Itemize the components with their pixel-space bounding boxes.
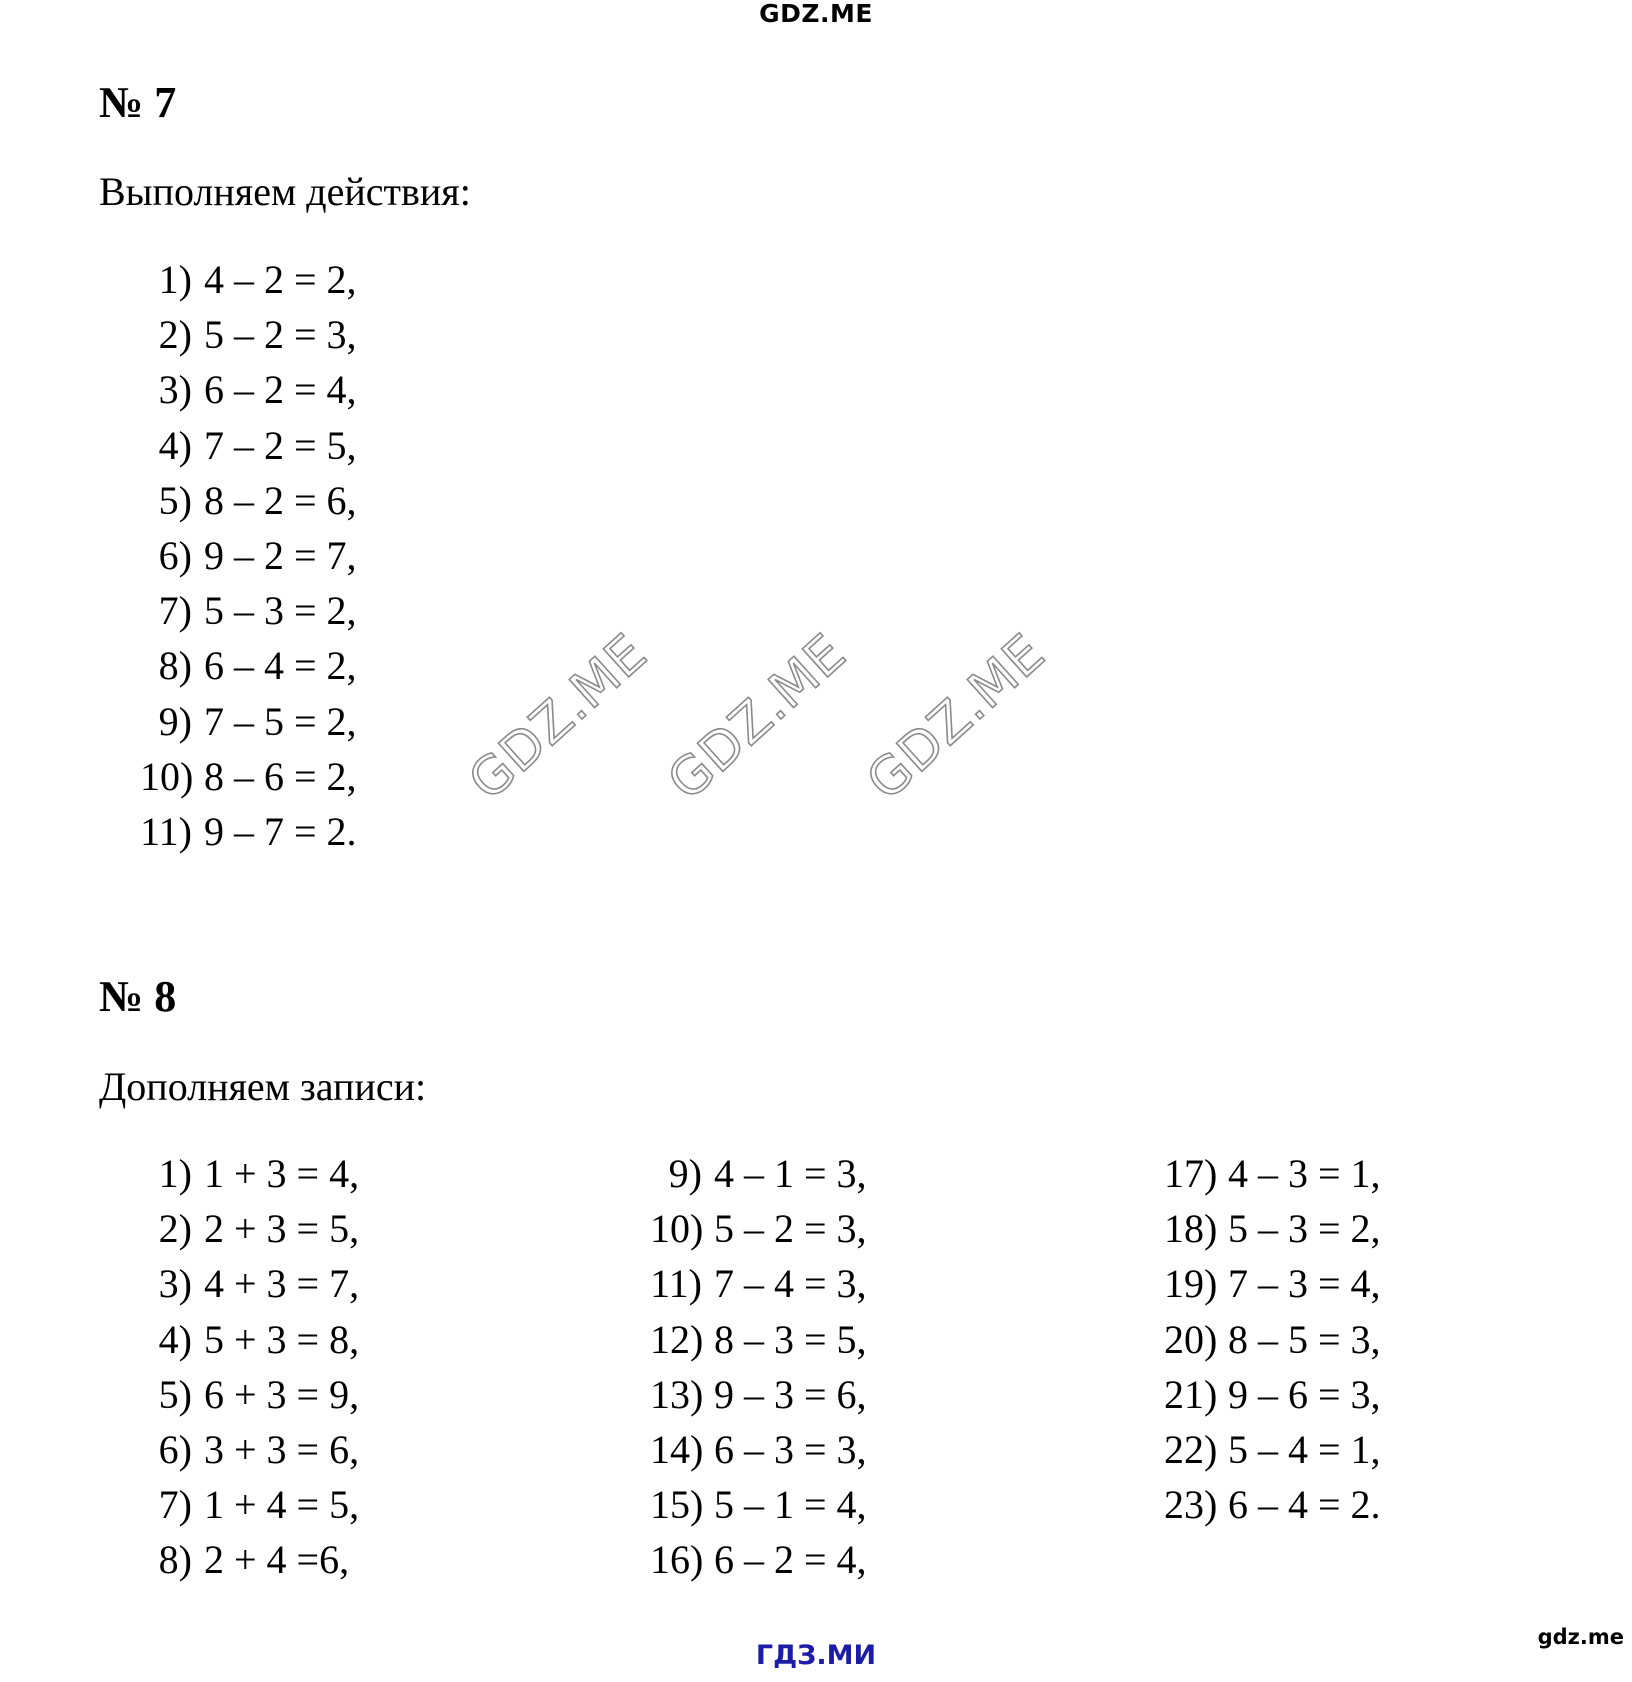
equation-text: 9 – 6 = 3,: [1228, 1371, 1381, 1417]
equation-text: 8 – 3 = 5,: [714, 1316, 867, 1362]
equation-number: 9): [668, 1151, 702, 1196]
equation-text: 7 – 5 = 2,: [204, 698, 357, 744]
equation-row: [1164, 1201, 1381, 1256]
equation-text: 6 – 3 = 3,: [714, 1426, 867, 1472]
footer-site-name: ГДЗ.МИ: [755, 1640, 877, 1671]
watermark-text: GDZ.ME: [855, 622, 1057, 812]
equation-text: 4 + 3 = 7,: [204, 1261, 360, 1307]
equation-number: 4): [158, 422, 192, 468]
equation-row: [1164, 1477, 1381, 1532]
watermark-text: GDZ.ME: [656, 622, 858, 812]
equation-text: 5 – 3 = 2,: [1228, 1206, 1381, 1252]
equation-row: [140, 362, 357, 417]
equation-row: [140, 528, 357, 583]
equation-text: 7 – 4 = 3,: [714, 1261, 867, 1307]
equation-text: 6 – 4 = 2.: [1228, 1482, 1381, 1528]
equation-text: 9 – 3 = 6,: [714, 1371, 867, 1417]
equation-number: 8): [158, 643, 192, 689]
equation-row: [140, 749, 357, 804]
equation-row: [140, 1201, 359, 1256]
equation-number: 11): [140, 808, 192, 854]
equation-number: 15): [650, 1482, 704, 1528]
equation-number: 4): [158, 1316, 192, 1362]
equation-number: 5): [158, 1371, 192, 1417]
equation-row: [650, 1312, 867, 1367]
equation-row: [140, 307, 357, 362]
equation-number: 23): [1164, 1482, 1218, 1528]
equation-row: [650, 1422, 867, 1477]
equation-number: 1): [158, 1151, 192, 1196]
equation-row: [140, 1532, 359, 1587]
equation-row: [1164, 1256, 1381, 1311]
equation-row: [140, 1312, 359, 1367]
equation-text: 4 – 3 = 1,: [1228, 1151, 1381, 1196]
equation-number: 13): [650, 1371, 704, 1417]
equation-row: [140, 1477, 359, 1532]
equation-number: 6): [158, 532, 192, 578]
equation-row: [140, 804, 357, 859]
equation-text: 1 + 4 = 5,: [204, 1482, 360, 1528]
equation-text: 9 – 7 = 2.: [204, 808, 357, 854]
equation-text: 1 + 3 = 4,: [204, 1151, 360, 1196]
equation-number: 9): [158, 698, 192, 744]
equation-row: [1164, 1146, 1381, 1201]
equation-text: 4 – 1 = 3,: [714, 1151, 867, 1196]
equation-row: [650, 1256, 867, 1311]
equation-text: 5 – 3 = 2,: [204, 588, 357, 634]
equation-number: 1): [158, 257, 192, 302]
equation-number: 22): [1164, 1426, 1218, 1472]
equation-text: 5 – 2 = 3,: [714, 1206, 867, 1252]
equation-text: 4 – 2 = 2,: [204, 257, 357, 302]
task-8-column-3: [1164, 1146, 1381, 1532]
watermark-text: GDZ.ME: [457, 622, 659, 812]
equation-row: [140, 638, 357, 693]
equation-row: [650, 1146, 867, 1201]
equation-row: [140, 694, 357, 749]
equation-text: 2 + 3 = 5,: [204, 1206, 360, 1252]
equation-number: 3): [158, 1261, 192, 1307]
corner-site-mark: gdz.me: [1537, 1625, 1624, 1649]
equation-number: 17): [1164, 1151, 1218, 1196]
equation-number: 7): [158, 1482, 192, 1528]
equation-text: 5 + 3 = 8,: [204, 1316, 360, 1362]
equation-number: 18): [1164, 1206, 1218, 1252]
equation-text: 6 – 2 = 4,: [204, 367, 357, 413]
equation-text: 5 – 4 = 1,: [1228, 1426, 1381, 1472]
equation-text: 6 – 4 = 2,: [204, 643, 357, 689]
equation-text: 6 – 2 = 4,: [714, 1537, 867, 1583]
equation-row: [1164, 1367, 1381, 1422]
equation-row: [650, 1201, 867, 1256]
equation-number: 12): [650, 1316, 704, 1362]
equation-text: 9 – 2 = 7,: [204, 532, 357, 578]
equation-text: 6 + 3 = 9,: [204, 1371, 360, 1417]
equation-number: 21): [1164, 1371, 1218, 1417]
task-7-instruction: Выполняем действия:: [99, 169, 471, 214]
equation-row: [140, 1146, 359, 1201]
equation-row: [650, 1367, 867, 1422]
equation-number: 6): [158, 1426, 192, 1472]
equation-row: [140, 1256, 359, 1311]
equation-text: 8 – 5 = 3,: [1228, 1316, 1381, 1362]
equation-number: 19): [1164, 1261, 1218, 1307]
task-7-equation-list: [140, 252, 357, 859]
equation-text: 2 + 4 =6,: [204, 1537, 350, 1583]
equation-row: [140, 583, 357, 638]
task-7-title: № 7: [99, 78, 177, 127]
equation-row: [140, 418, 357, 473]
equation-number: 14): [650, 1426, 704, 1472]
equation-text: 7 – 2 = 5,: [204, 422, 357, 468]
equation-number: 16): [650, 1537, 704, 1583]
task-8-column-1: [140, 1146, 359, 1588]
site-logo: GDZ.ME: [759, 0, 873, 28]
equation-row: [140, 252, 357, 307]
equation-text: 3 + 3 = 6,: [204, 1426, 360, 1472]
equation-text: 5 – 1 = 4,: [714, 1482, 867, 1528]
equation-text: 8 – 6 = 2,: [204, 753, 357, 799]
equation-number: 8): [158, 1537, 192, 1583]
equation-row: [1164, 1312, 1381, 1367]
equation-number: 11): [650, 1261, 702, 1307]
task-8-title: № 8: [99, 972, 177, 1021]
equation-row: [140, 473, 357, 528]
equation-number: 2): [158, 312, 192, 358]
equation-number: 3): [158, 367, 192, 413]
equation-number: 2): [158, 1206, 192, 1252]
equation-text: 5 – 2 = 3,: [204, 312, 357, 358]
task-8-instruction: Дополняем записи:: [99, 1064, 427, 1109]
equation-row: [1164, 1422, 1381, 1477]
equation-text: 7 – 3 = 4,: [1228, 1261, 1381, 1307]
equation-number: 7): [158, 588, 192, 634]
equation-row: [140, 1422, 359, 1477]
equation-row: [650, 1477, 867, 1532]
equation-number: 10): [140, 753, 194, 799]
equation-text: 8 – 2 = 6,: [204, 477, 357, 523]
equation-row: [650, 1532, 867, 1587]
task-8-column-2: [650, 1146, 867, 1588]
equation-row: [140, 1367, 359, 1422]
equation-number: 5): [158, 477, 192, 523]
equation-number: 20): [1164, 1316, 1218, 1362]
equation-number: 10): [650, 1206, 704, 1252]
